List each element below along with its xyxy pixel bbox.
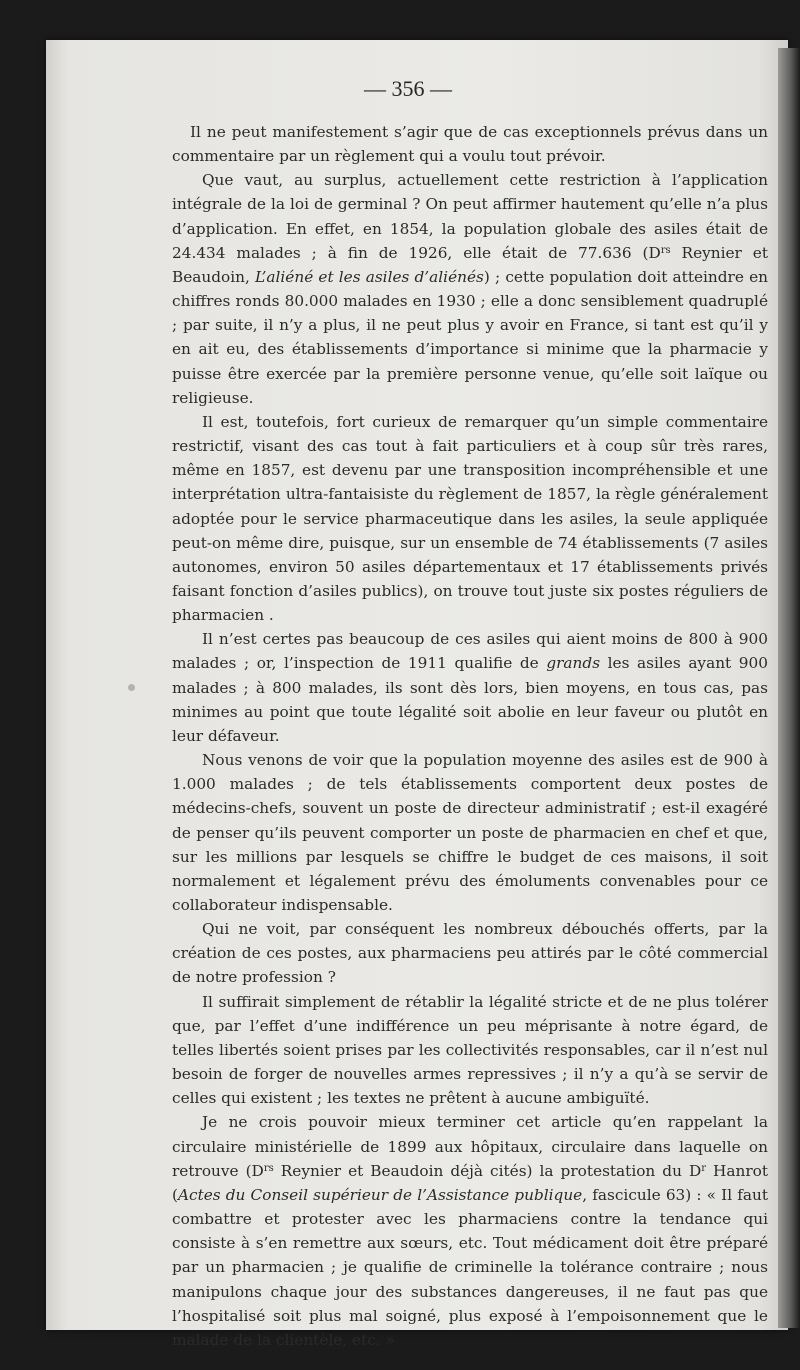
page-number: — 356 — bbox=[364, 76, 452, 101]
superscript: rs bbox=[660, 244, 671, 256]
body-text bbox=[172, 120, 768, 1352]
text-segment: Qui ne voit, par conséquent les nombreux débouchés offerts, par la création de ces postes, aux pharmaciens peu attirés par le côté commercial de notre profession ? bbox=[172, 920, 768, 987]
book-edge-shadow bbox=[778, 48, 800, 1328]
text-segment: Reynier et Beaudoin déjà cités) la protestation du D bbox=[273, 1161, 702, 1180]
text-segment: ) ; cette population doit atteindre en chiffres ronds 80.000 malades en 1930 ; elle a donc sensiblement quadruplé ; par suite, il n’y a plus, il ne peut plus y avoir en France, si tant est qu’il y en ait eu, des établissements d’importance si minime que la pharmacie y puisse être exercée par la première personne venue, qu’elle soit laïque ou religieuse. bbox=[172, 267, 768, 407]
text-segment: Il est, toutefois, fort curieux de remarquer qu’un simple commentaire restrictif, visant des cas tout à fait particuliers et à coup sûr très rares, même en 1857, est devenu par une transposition incompréhensible et une interprétation ultra-fantaisiste du règlement de 1857, la règle généralement adoptée pour le service pharmaceutique dans les asiles, la seule appliquée peut-on même dire, puisque, sur un ensemble de 74 établissements (7 asiles autonomes, environ 50 asiles départementaux et 17 établissements privés faisant fonction d’asiles publics), on trouve tout juste six postes réguliers de pharmacien . bbox=[172, 412, 768, 625]
paragraph bbox=[172, 748, 768, 917]
text-segment: Il n’est certes pas beaucoup de ces asiles qui aient moins de 800 à 900 malades ; or, l’inspection de 1911 qualifie de bbox=[172, 630, 768, 673]
italic-text: L’aliéné et les asiles d’aliénés bbox=[255, 267, 484, 286]
superscript: r bbox=[701, 1162, 706, 1174]
paragraph bbox=[172, 627, 768, 748]
text-segment: Reynier et Beaudoin, bbox=[172, 243, 768, 286]
text-segment: Il ne peut manifestement s’agir que de cas exceptionnels prévus dans un commentaire par un règlement qui a voulu tout prévoir. bbox=[172, 123, 768, 166]
paragraph bbox=[172, 990, 768, 1111]
text-segment: les asiles ayant 900 malades ; à 800 malades, ils sont dès lors, bien moyens, en tous cas, pas minimes au point que toute légalité soit abolie en leur faveur ou plutôt en leur défaveur. bbox=[172, 654, 769, 745]
text-segment: Il suffirait simplement de rétablir la légalité stricte et de ne plus tolérer que, par l’effet d’une indifférence un peu méprisante à notre égard, de telles libertés soient prises par les collectivités responsables, car il n’est nul besoin de forger de nouvelles armes repressives ; il n’y a qu’à se servir de celles qui existent ; les textes ne prêtent à aucune ambiguïté. bbox=[172, 992, 768, 1108]
paragraph bbox=[172, 410, 768, 627]
paragraph bbox=[172, 1110, 768, 1352]
italic-text: grands bbox=[546, 654, 601, 673]
paragraph bbox=[172, 917, 768, 989]
paragraph bbox=[172, 168, 768, 410]
text-segment: Nous venons de voir que la population moyenne des asiles est de 900 à 1.000 malades ; de tels établissements comportent deux postes de médecins-chefs, souvent un poste de directeur administratif ; est-il exagéré de penser qu’ils peuvent comporter un poste de pharmacien en chef et que, sur les millions par lesquels se chiffre le budget de ces maisons, il soit normalement et légalement prévu des émoluments convenables pour ce collaborateur indispensable. bbox=[172, 751, 768, 914]
paragraph bbox=[172, 120, 768, 168]
text-segment: Hanrot ( bbox=[172, 1161, 768, 1204]
text-segment: Je ne crois pouvoir mieux terminer cet article qu’en rappelant la circulaire ministérielle de 1899 aux hôpitaux, circulaire dans laquelle on retrouve (D bbox=[172, 1113, 768, 1180]
italic-text: Actes du Conseil supérieur de l’Assistance publique bbox=[177, 1185, 583, 1204]
superscript: rs bbox=[263, 1162, 274, 1174]
text-segment: , fascicule 63) : « Il faut combattre et protester avec les pharmaciens contre la tendance qui consiste à s’en remettre aux sœurs, etc. Tout médicament doit être préparé par un pharmacien ; je qualifie de criminelle la tolérance contraire ; nous manipulons chaque jour des substances dangereuses, il ne faut pas que l’hospitalisé soit plus mal soigné, plus exposé à l’empoisonnement que le malade de la clientèle, etc. » bbox=[172, 1185, 768, 1349]
text-segment: Que vaut, au surplus, actuellement cette restriction à l’application intégrale de la loi de germinal ? On peut affirmer hautement qu’elle n’a plus d’application. En effet, en 1854, la population globale des asiles était de 24.434 malades ; à fin de 1926, elle était de 77.636 (D bbox=[172, 171, 768, 262]
paper-spot bbox=[128, 684, 135, 691]
